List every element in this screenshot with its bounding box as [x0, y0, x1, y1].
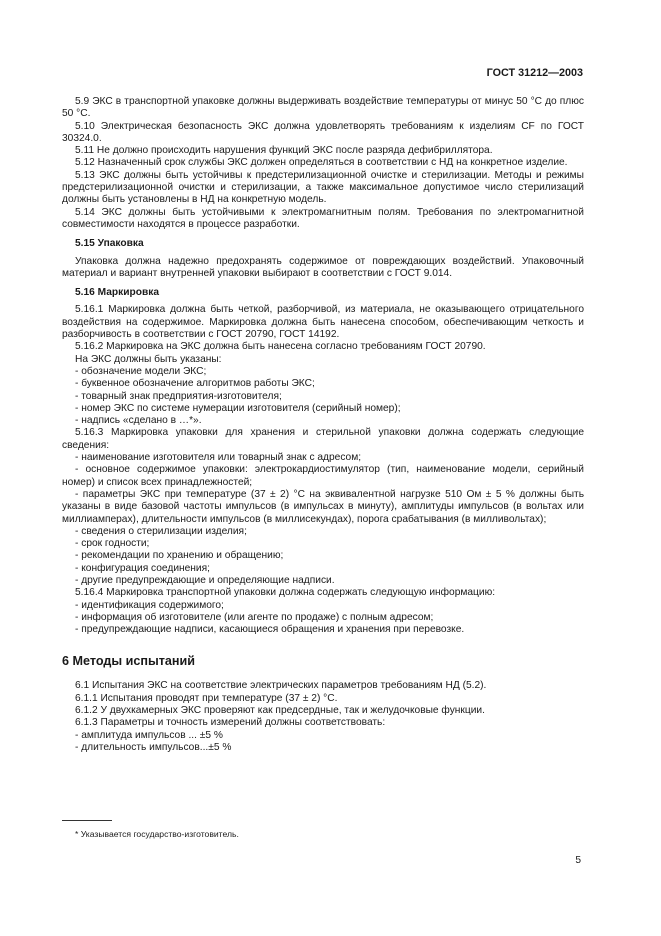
clause-5-15-text: Упаковка должна надежно предохранять содержимое от повреждающих воздействий. Упаковочный материал и вариант внутренней упаковки выбирают в соответствии с ГОСТ 9.014.	[62, 255, 584, 279]
list-item: - основное содержимое упаковки: электрокардиостимулятор (тип, наименование модели, серийный номер) и список всех принадлежностей;	[62, 464, 584, 488]
clause-5-11: 5.11 Не должно происходить нарушения функций ЭКС после разряда дефибриллятора.	[75, 145, 493, 157]
clause-5-14: 5.14 ЭКС должны быть устойчивыми к электромагнитным полям. Требования по электромагнитной совместимости находятся в процессе разработки.	[62, 206, 584, 230]
clause-5-16-1: 5.16.1 Маркировка должна быть четкой, разборчивой, из материала, не оказывающего отрицательного воздействия на содержимое. Маркировка должна быть нанесена способом, обеспечивающим четкость и разборчивость в соответствии с ГОСТ 20790, ГОСТ 14192.	[62, 304, 584, 341]
list-item: - обозначение модели ЭКС;	[75, 365, 207, 377]
list-item: - длительность импульсов...±5 %	[75, 741, 232, 753]
list-item: - параметры ЭКС при температуре (37 ± 2) °С на эквивалентной нагрузке 510 Ом ± 5 % должны быть указаны в виде базовой частоты импульсов (в импульсах в минуту), амплитуды импульсов (в вольтах или миллиамперах), длительности импульсов (в миллисекундах), порога срабатывания (в милливольтах);	[62, 488, 584, 525]
list-item: - рекомендации по хранению и обращению;	[75, 550, 284, 562]
page-number: 5	[575, 855, 581, 866]
document-body	[62, 96, 584, 754]
clause-6-1-2: 6.1.2 У двухкамерных ЭКС проверяют как предсердные, так и желудочковые функции.	[75, 705, 485, 717]
clause-5-9: 5.9 ЭКС в транспортной упаковке должны выдерживать воздействие температуры от минус 50 °С до плюс 50 °С.	[62, 96, 584, 120]
clause-5-10: 5.10 Электрическая безопасность ЭКС должна удовлетворять требованиям к изделиям CF по ГОСТ 30324.0.	[62, 120, 584, 144]
list-item: - амплитуда импульсов ... ±5 %	[75, 729, 223, 741]
list-item: - надпись «сделано в …*».	[75, 415, 202, 427]
list-item: - другие предупреждающие и определяющие надписи.	[75, 574, 335, 586]
footnote: * Указывается государство-изготовитель.	[75, 829, 239, 839]
eks-list-intro: На ЭКС должны быть указаны:	[75, 353, 222, 365]
list-item: - информация об изготовителе (или агенте по продаже) с полным адресом;	[75, 611, 434, 623]
clause-5-16-4: 5.16.4 Маркировка транспортной упаковки должна содержать следующую информацию:	[75, 587, 496, 599]
clause-5-16-2: 5.16.2 Маркировка на ЭКС должна быть нанесена согласно требованиям ГОСТ 20790.	[75, 341, 486, 353]
footnote-divider	[62, 820, 112, 821]
clause-5-12: 5.12 Назначенный срок службы ЭКС должен определяться в соответствии с НД на конкретное изделие.	[75, 157, 568, 169]
list-item: - товарный знак предприятия-изготовителя;	[75, 390, 282, 402]
list-item: - буквенное обозначение алгоритмов работы ЭКС;	[75, 378, 315, 390]
clause-6-1: 6.1 Испытания ЭКС на соответствие электрических параметров требованиям НД (5.2).	[75, 680, 487, 692]
section-6-heading: 6 Методы испытаний	[62, 654, 195, 669]
list-item: - конфигурация соединения;	[75, 562, 210, 574]
clause-5-13: 5.13 ЭКС должны быть устойчивы к предстерилизационной очистке и стерилизации. Методы и режимы предстерилизационной очистки и стерилизации, а также максимальное допустимое число стерилизаций должны быть установлены в НД на конкретную модель.	[62, 169, 584, 206]
list-item: - предупреждающие надписи, касающиеся обращения и хранения при перевозке.	[75, 624, 465, 636]
list-item: - номер ЭКС по системе нумерации изготовителя (серийный номер);	[75, 402, 401, 414]
standard-header: ГОСТ 31212—2003	[486, 67, 583, 79]
clause-6-1-3: 6.1.3 Параметры и точность измерений должны соответствовать:	[75, 717, 386, 729]
heading-5-16: 5.16 Маркировка	[75, 287, 159, 299]
heading-5-15: 5.15 Упаковка	[75, 238, 144, 250]
clause-5-16-3: 5.16.3 Маркировка упаковки для хранения и стерильной упаковки должна содержать следующие сведения:	[62, 427, 584, 451]
list-item: - наименование изготовителя или товарный знак с адресом;	[75, 452, 362, 464]
list-item: - срок годности;	[75, 538, 150, 550]
clause-6-1-1: 6.1.1 Испытания проводят при температуре (37 ± 2) °С.	[75, 692, 338, 704]
list-item: - сведения о стерилизации изделия;	[75, 525, 247, 537]
list-item: - идентификация содержимого;	[75, 599, 224, 611]
